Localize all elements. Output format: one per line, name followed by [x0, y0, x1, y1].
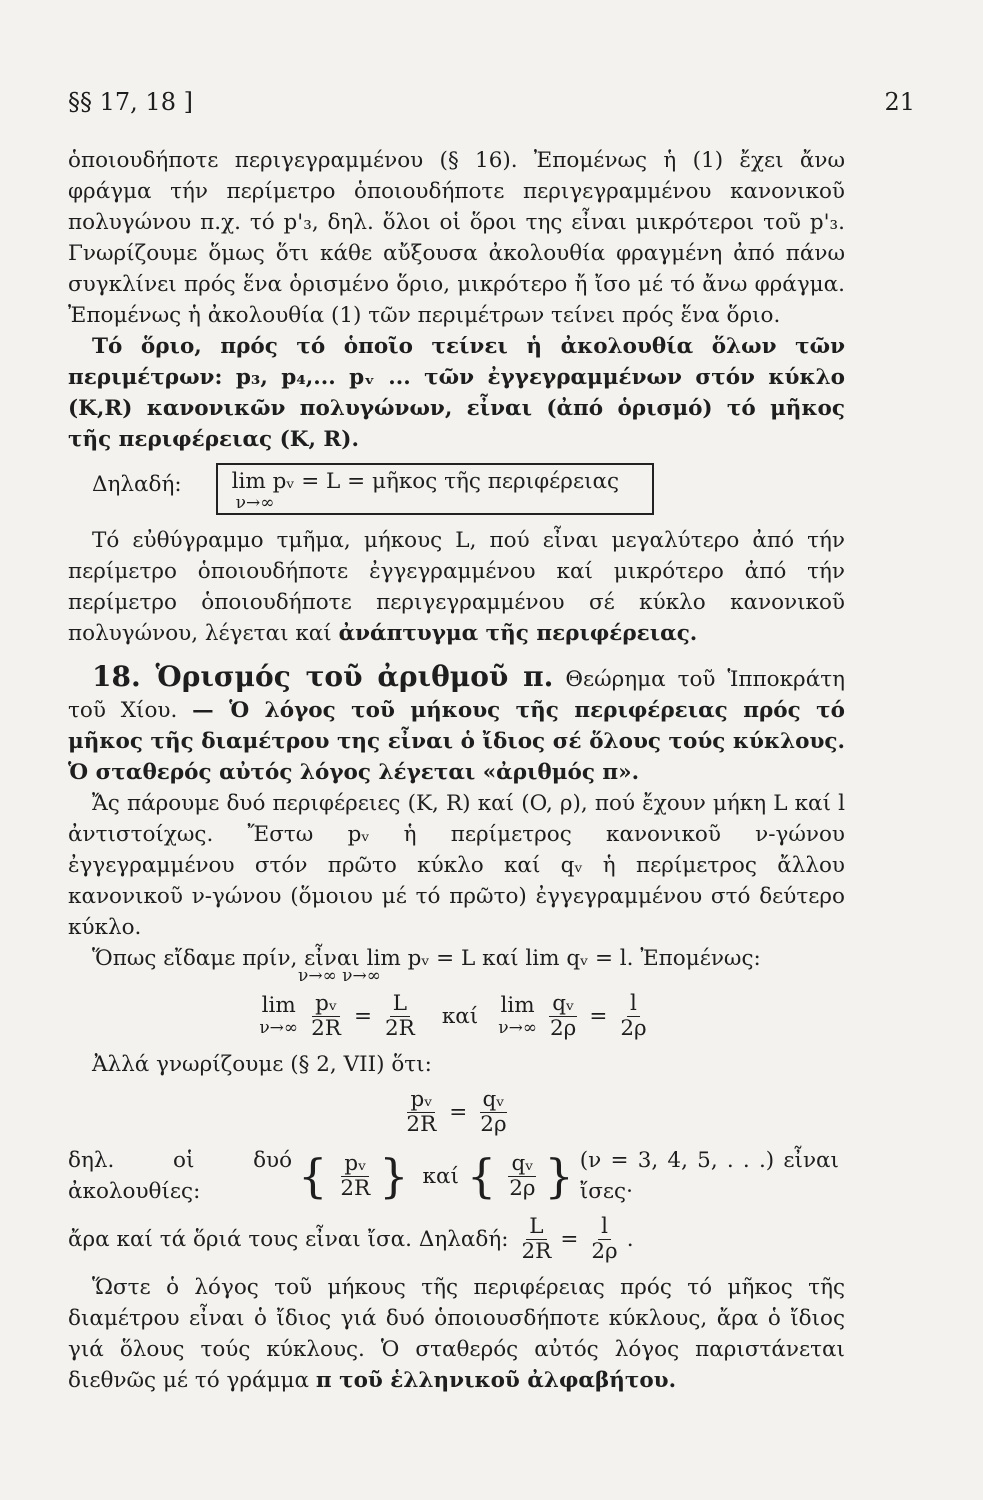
numerator: qᵥ: [480, 1088, 508, 1113]
denominator: 2R: [406, 1112, 437, 1137]
paragraph-9: [68, 1272, 845, 1396]
numerator: pᵥ: [407, 1088, 435, 1113]
denominator: 2ρ: [591, 1239, 618, 1264]
left-brace: {: [298, 1149, 328, 1203]
limit-equations: [68, 992, 845, 1041]
lim-sub: ν→∞: [498, 1017, 537, 1038]
denominator: 2R: [521, 1239, 552, 1264]
left-brace: {: [466, 1149, 497, 1203]
denominator: 2ρ: [549, 1016, 577, 1041]
numerator: L: [526, 1215, 546, 1240]
equals-sign: =: [560, 1227, 579, 1252]
lim-text: lim: [500, 992, 535, 1018]
denominator: 2R: [340, 1175, 371, 1201]
lim-operator-1: [259, 992, 299, 1039]
fraction-L-2R: [382, 992, 418, 1041]
paragraph-4: Ἄς πάρουμε δυό περιφέρειες (K, R) καί (O, ρ), πού ἔχουν μήκη L καί l ἀντιστοίχως. Ἔστω pᵥ ἡ περίμετρος κανονικοῦ ν-γώνου ἐγγεγραμμένου στόν πρῶτο κύκλο καί qᵥ ἡ περίμετρος ἄλλου κανονικοῦ ν-γώνου (ὅμοιου μέ τό πρῶτο) ἐγγεγραμμένου στό δεύτερο κύκλο.: [68, 791, 845, 940]
fraction-p-2R: [308, 992, 344, 1041]
numerator: qᵥ: [508, 1152, 536, 1177]
limit-box-row: [68, 463, 845, 515]
fraction-q-2rho: [547, 992, 579, 1041]
pi-letter-definition: π τοῦ ἑλληνικοῦ ἀλφαβήτου.: [315, 1368, 677, 1393]
theorem-name: Θεώρημα τοῦ Ἱπποκράτη τοῦ Χίου.: [68, 667, 845, 723]
theorem-statement: — Ὁ λόγος τοῦ μήκους τῆς περιφέρειας πρός τό μῆκος τῆς διαμέτρου της εἶναι ὁ ἴδιος σέ ὅλους τούς κύκλους. Ὁ σταθερός αὐτός λόγος λέγεται «ἀριθμός π».: [68, 698, 845, 785]
numerator: l: [598, 1215, 611, 1240]
paragraph-6: Ἀλλά γνωρίζουμε (§ 2, VII) ὅτι:: [92, 1052, 432, 1077]
page-number: 21: [884, 88, 915, 116]
numerator: qᵥ: [549, 992, 577, 1017]
limit-expression: lim pᵥ = L = μῆκος τῆς περιφέρειας: [231, 469, 620, 494]
equals-sign: =: [589, 1004, 608, 1029]
sequences-line: [68, 1145, 845, 1207]
paragraph-3-text: Τό εὐθύγραμμο τμῆμα, μήκους L, πού εἶναι μεγαλύτερο ἀπό τήν περίμετρο ὁποιουδήποτε ἐγγεγραμμένου καί μικρότερο ἀπό τήν περίμετρο ὁποιουδήποτε περιγεγραμμένου σέ κύκλο κανονικοῦ πολυγώνου, λέγεται καί: [68, 528, 845, 646]
denominator: 2ρ: [509, 1175, 536, 1201]
limit-definition: Τό ὅριο, πρός τό ὁποῖο τείνει ἡ ἀκολουθία ὅλων τῶν περιμέτρων: p₃, p₄,... pᵥ ... τῶν ἐγγεγραμμένων στόν κύκλο (K,R) κανονικῶν πολυγώνων, εἶναι (ἀπό ὁρισμό) τό μῆκος τῆς περιφέρειας (K, R).: [68, 334, 845, 452]
period: .: [626, 1227, 634, 1252]
numerator: pᵥ: [341, 1152, 369, 1177]
paragraph-1: ὁποιουδήποτε περιγεγραμμένου (§ 16). Ἐπομένως ἡ (1) ἔχει ἄνω φράγμα τήν περίμετρο ὁποιουδήποτε περιγεγραμμένου κανονικοῦ πολυγώνου π.χ. τό p'₃, δηλ. ὅλοι οἱ ὅροι της εἶναι μικρότεροι τοῦ p'₃. Γνωρίζουμε ὅμως ὅτι κάθε αὔξουσα ἀκολουθία φραγμένη ἀπό πάνω συγκλίνει πρός ἕνα ὁρισμένο ὅριο, μικρότερο ἤ ἴσο μέ τό ἄνω φράγμα. Ἐπομένως ἡ ἀκολουθία (1) τῶν περιμέτρων τείνει πρός ἕνα ὅριο.: [68, 148, 845, 328]
section-title: 18. Ὁρισμός τοῦ ἀριθμοῦ π.: [92, 660, 554, 693]
running-header: [68, 88, 915, 118]
fraction-p-2R: [337, 1152, 373, 1201]
page-body: [68, 145, 845, 1396]
paragraph-5-subscripts: ν→∞ ν→∞: [298, 966, 381, 986]
fraction-q-2rho: [477, 1088, 509, 1137]
equals-sign: =: [449, 1100, 468, 1125]
numerator: L: [390, 992, 410, 1017]
paragraph-2-bold: [68, 331, 845, 455]
right-brace: }: [379, 1149, 409, 1203]
denominator: 2ρ: [480, 1112, 507, 1137]
fraction-p-2R: [403, 1088, 439, 1137]
equals-sign: =: [353, 1004, 372, 1029]
ratio-equality: [68, 1088, 845, 1137]
limit-subscript: ν→∞: [235, 493, 275, 513]
denominator: 2R: [311, 1016, 341, 1041]
conjunction: καί: [441, 1004, 479, 1029]
fraction-L-2R: [518, 1215, 554, 1264]
fraction-l-2rho: [617, 992, 649, 1041]
development-term: ἀνάπτυγμα τῆς περιφέρειας.: [338, 621, 698, 646]
denominator: 2ρ: [620, 1016, 647, 1041]
fraction-q-2rho: [506, 1152, 538, 1201]
lim-operator-2: [498, 992, 537, 1039]
conjunction: καί: [422, 1163, 459, 1189]
fraction-l-2rho: [588, 1215, 620, 1264]
lim-sub: ν→∞: [259, 1017, 299, 1038]
paragraph-5: Ὅπως εἴδαμε πρίν, εἶναι lim pᵥ = L καί lim qᵥ = l. Ἐπομένως:: [92, 946, 761, 971]
denominator: 2R: [384, 1016, 415, 1041]
numerator: pᵥ: [312, 992, 340, 1017]
sequences-intro: δηλ. οἱ δυό ἀκολουθίες:: [68, 1148, 293, 1204]
box-label: Δηλαδή:: [92, 472, 182, 497]
paragraph-3: [68, 525, 845, 649]
right-brace: }: [544, 1149, 574, 1203]
lim-text: lim: [261, 992, 296, 1018]
limit-box: [216, 463, 654, 515]
section-reference: §§ 17, 18 ]: [68, 88, 193, 116]
numerator: l: [627, 992, 640, 1017]
paragraph-9-text: Ὥστε ὁ λόγος τοῦ μήκους τῆς περιφέρειας πρός τό μῆκος τῆς διαμέτρου εἶναι ὁ ἴδιος γιά δυό ὁποιουσδήποτε κύκλους, ἄρα ὁ ἴδιος γιά ὅλους τούς κύκλους. Ὁ σταθερός αὐτός λόγος παριστάνεται διεθνῶς μέ τό γράμμα: [68, 1275, 845, 1393]
limits-equal-line: [68, 1215, 845, 1264]
section-18-heading: [68, 661, 845, 788]
sequences-end: (ν = 3, 4, 5, . . .) εἶναι ἴσες·: [579, 1148, 839, 1204]
limits-intro: ἄρα καί τά ὅριά τους εἶναι ἴσα. Δηλαδή:: [68, 1227, 509, 1252]
